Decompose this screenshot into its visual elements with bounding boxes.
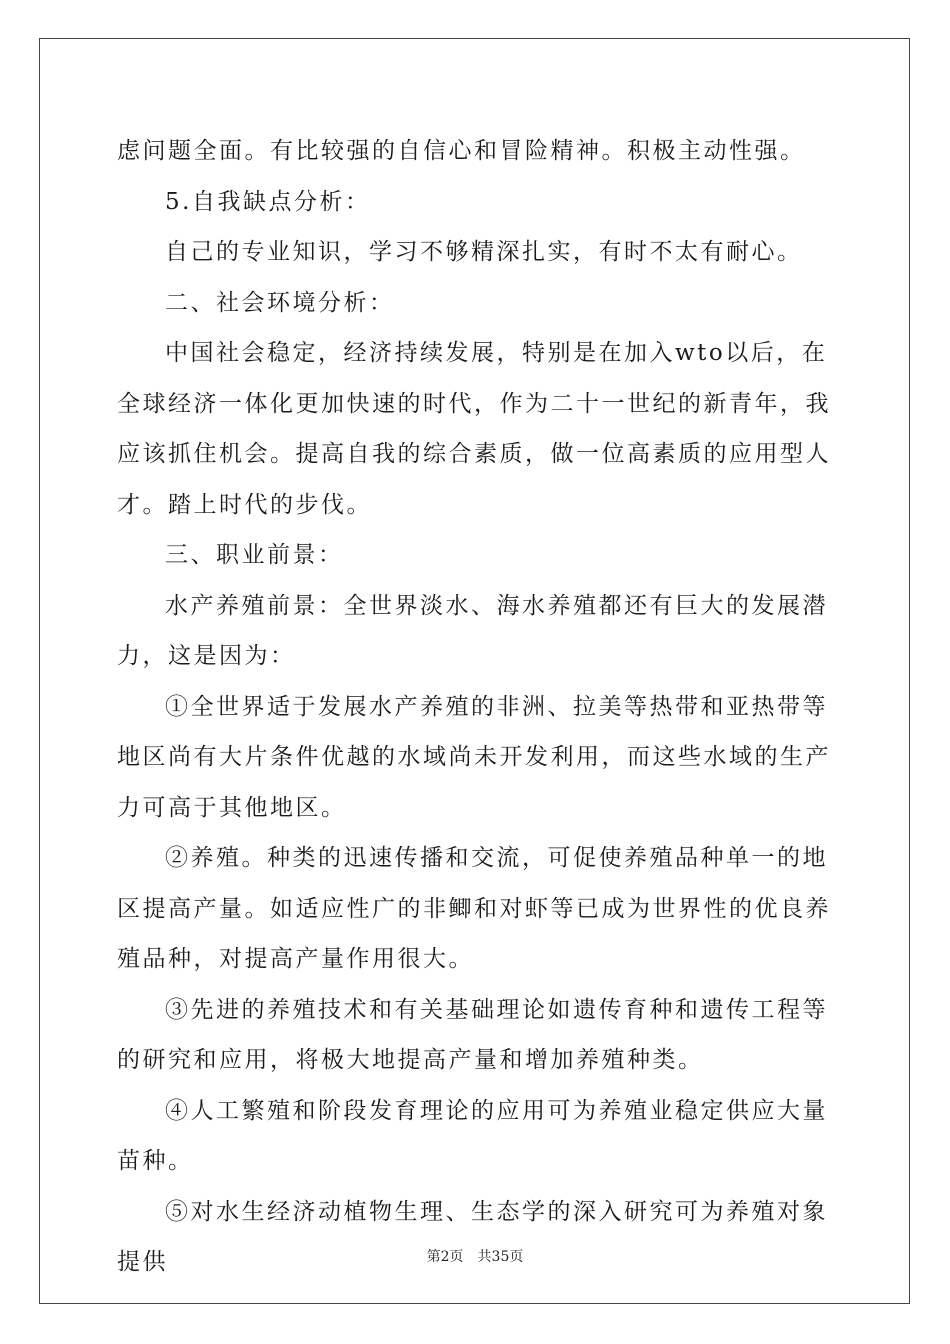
paragraph: 中国社会稳定，经济持续发展，特别是在加入wto以后，在全球经济一体化更加快速的时代，作为二十一世纪的新青年，我应该抓住机会。提高自我的综合素质，做一位高素质的应用型人才。踏上时代的步伐。 — [117, 340, 831, 518]
total-page-count: 共35页 — [477, 1249, 524, 1265]
list-item: ⑤对水生经济动植物生理、生态学的深入研究可为养殖对象提供 — [117, 1198, 828, 1275]
paragraph: 虑问题全面。有比较强的自信心和冒险精神。积极主动性强。 — [117, 138, 806, 164]
list-item: ②养殖。种类的迅速传播和交流，可促使养殖品种单一的地区提高产量。如适应性广的非鲫和对虾等已成为世界性的优良养殖品种，对提高产量作用很大。 — [117, 845, 831, 972]
page-footer — [0, 1246, 950, 1266]
paragraph: 5.自我缺点分析： — [165, 188, 371, 215]
section-heading: 三、职业前景： — [165, 542, 344, 568]
section-heading: 二、社会环境分析： — [165, 289, 395, 316]
document-body — [117, 126, 837, 1288]
list-item: ④人工繁殖和阶段发育理论的应用可为养殖业稳定供应大量苗种。 — [117, 1097, 828, 1174]
current-page-number: 第2页 — [426, 1249, 464, 1265]
list-item: ③先进的养殖技术和有关基础理论如遗传育种和遗传工程等的研究和应用，将极大地提高产量和增加养殖种类。 — [117, 996, 828, 1073]
paragraph: 水产养殖前景：全世界淡水、海水养殖都还有巨大的发展潜力，这是因为： — [117, 592, 828, 669]
paragraph: 自己的专业知识，学习不够精深扎实，有时不太有耐心。 — [165, 239, 803, 265]
list-item: ①全世界适于发展水产养殖的非洲、拉美等热带和亚热带等地区尚有大片条件优越的水域尚未开发利用，而这些水域的生产力可高于其他地区。 — [117, 693, 831, 821]
